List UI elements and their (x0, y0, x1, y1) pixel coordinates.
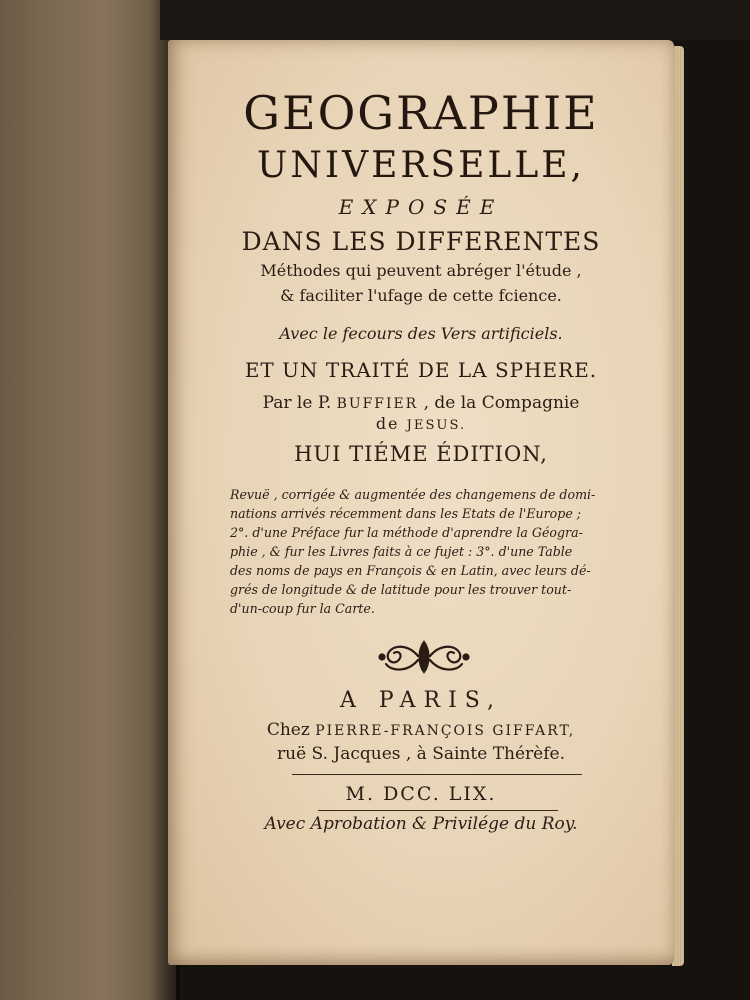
imprint-printer (168, 720, 674, 740)
title-traite-sphere: ET UN TRAITÉ DE LA SPHERE. (244, 358, 598, 382)
author-line-1 (168, 393, 674, 413)
author-suffix: , de la Compagnie (423, 393, 580, 413)
printer-name: PIERRE-FRANÇOIS GIFFART, (315, 723, 576, 739)
description-line: phie , & fur les Livres faits à ce fujet : 3°. d'une Table (230, 544, 573, 559)
title-page (168, 40, 674, 965)
imprint-address: ruë S. Jacques , à Sainte Thérèfe. (277, 744, 565, 764)
title-vers-artificiels: Avec le fecours des Vers artificiels. (279, 324, 563, 343)
fleuron-ornament-icon (378, 636, 470, 678)
background-top (160, 0, 750, 40)
privilege-statement: Avec Aprobation & Privilége du Roy. (264, 814, 578, 834)
description-line: des noms de pays en François & en Latin, avec leurs dé- (230, 563, 591, 578)
title-methodes: Méthodes qui peuvent abréger l'étude , (260, 261, 582, 280)
imprint-year: M. DCC. LIX. (345, 783, 497, 805)
author-prefix: Par le P. (262, 393, 332, 413)
title-universelle: UNIVERSELLE, (257, 145, 585, 186)
author-line-2-name: JESUS. (406, 418, 467, 433)
title-dans-les-differentes: DANS LES DIFFERENTES (241, 227, 601, 256)
author-name: BUFFIER (336, 396, 419, 412)
printer-prefix: Chez (266, 720, 310, 740)
divider-rule (318, 810, 558, 811)
description-line: 2°. d'une Préface fur la méthode d'aprendre la Géogra- (230, 525, 583, 540)
description-line: grés de longitude & de latitude pour les trouver tout- (230, 582, 572, 597)
divider-rule (292, 774, 582, 775)
author-line-2-prefix: de (375, 414, 400, 433)
description-line: nations arrivés récemment dans les Etats de l'Europe ; (230, 506, 582, 521)
author-line-2 (168, 414, 674, 433)
title-exposee: EXPOSÉE (338, 195, 504, 219)
title-faciliter: & faciliter l'ufage de cette fcience. (280, 286, 562, 305)
description-line: Revuë , corrigée & augmentée des changemens de domi- (230, 487, 596, 502)
edition-statement: HUI TIÉME ÉDITION, (294, 442, 548, 466)
edition-description (230, 485, 630, 618)
title-geographie: GEOGRAPHIE (243, 86, 599, 140)
description-line: d'un-coup fur la Carte. (230, 601, 375, 616)
imprint-place: A PARIS, (339, 688, 503, 713)
